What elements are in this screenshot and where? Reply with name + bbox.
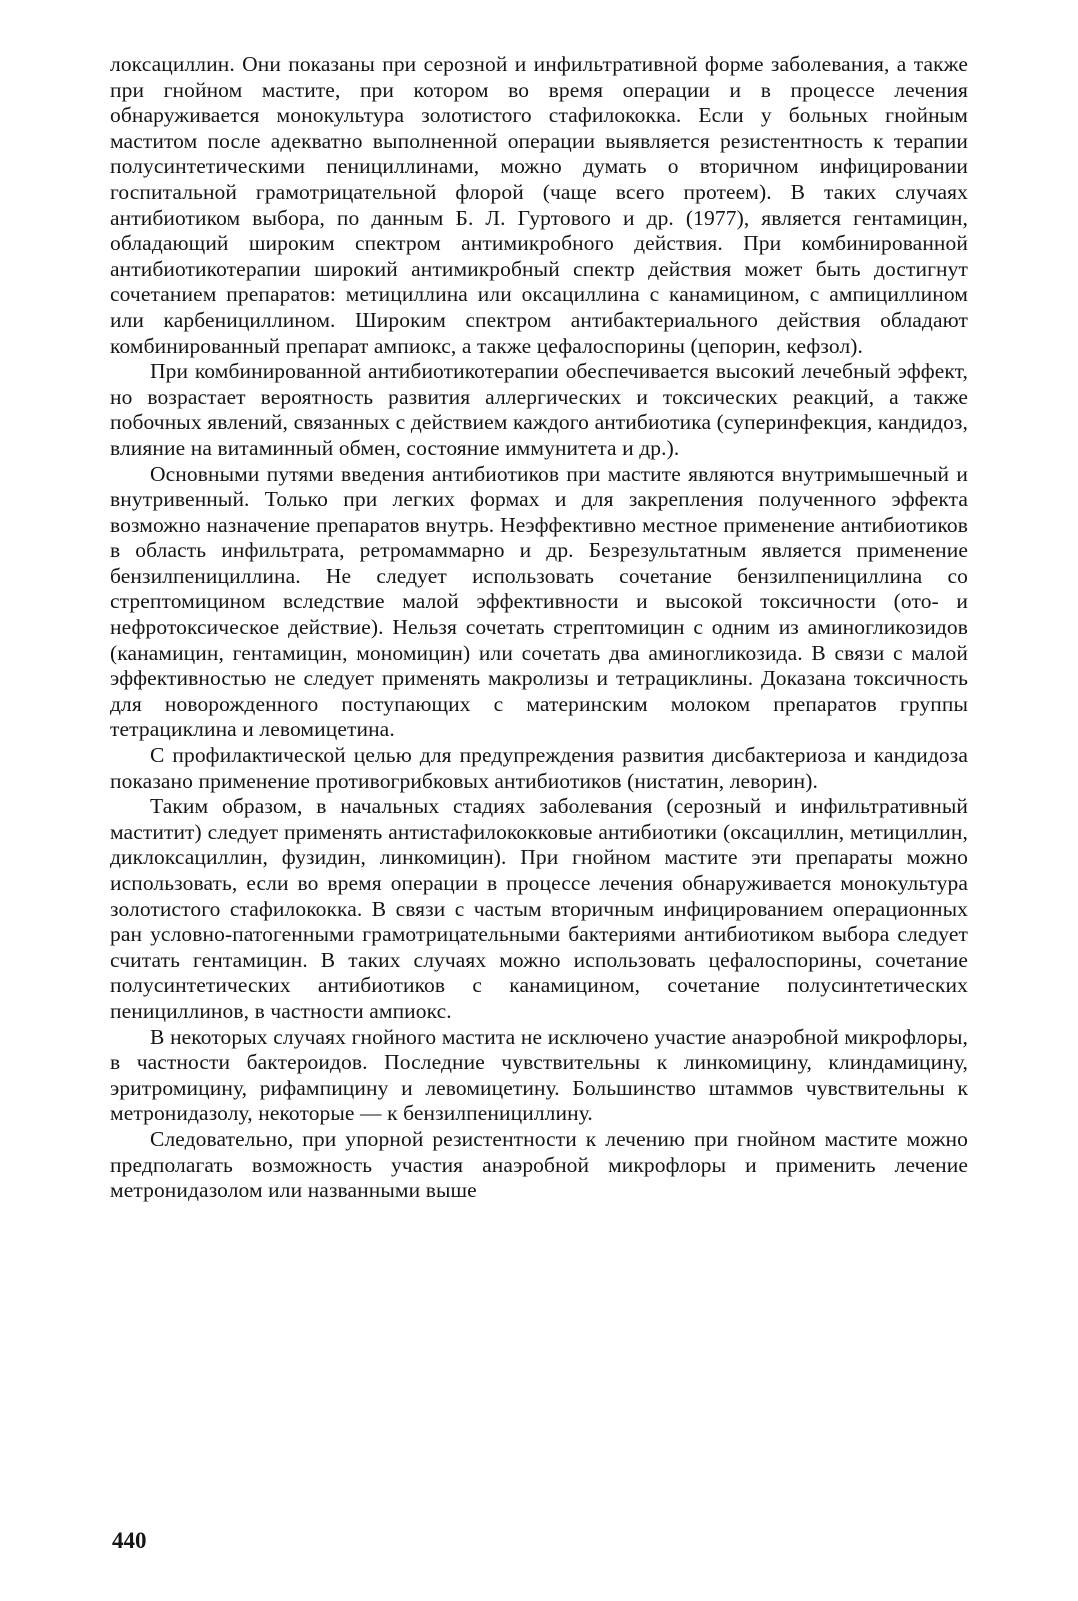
- paragraph-7: Следовательно, при упорной резистентности к лечению при гнойном мастите можно предполагать возможность участия анаэробной микрофлоры и применить лечение метронидазолом или названными выше: [110, 1126, 968, 1203]
- paragraph-1: локсациллин. Они показаны при серозной и инфильтративной форме заболевания, а также при гнойном мастите, при котором во время операции и в процессе лечения обнаруживается монокультура золотистого стафилококка. Если у больных гнойным маститом после адекватно выполненной операции выявляется резистентность к терапии полусинтетическими пенициллинами, можно думать о вторичном инфицировании госпитальной грамотрицательной флорой (чаще всего протеем). В таких случаях антибиотиком выбора, по данным Б. Л. Гуртового и др. (1977), является гентамицин, обладающий широким спектром антимикробного действия. При комбинированной антибиотикотерапии широкий антимикробный спектр действия может быть достигнут сочетанием препаратов: метициллина или оксациллина с канамицином, с ампициллином или карбенициллином. Широким спектром антибактериального действия обладают комбинированный препарат ампиокс, а также цефалоспорины (цепорин, кефзол).: [110, 52, 968, 358]
- page-body: [110, 52, 968, 1204]
- paragraph-2: При комбинированной антибиотикотерапии обеспечивается высокий лечебный эффект, но возрастает вероятность развития аллергических и токсических реакций, а также побочных явлений, связанных с действием каждого антибиотика (суперинфекция, кандидоз, влияние на витаминный обмен, состояние иммунитета и др.).: [110, 359, 968, 460]
- paragraph-4: С профилактической целью для предупреждения развития дисбактериоза и кандидоза показано применение противогрибковых антибиотиков (нистатин, леворин).: [110, 743, 968, 793]
- paragraph-3: Основными путями введения антибиотиков при мастите являются внутримышечный и внутривенный. Только при легких формах и для закрепления полученного эффекта возможно назначение препаратов внутрь. Неэффективно местное применение антибиотиков в область инфильтрата, ретромаммарно и др. Безрезультатным является применение бензилпенициллина. Не следует использовать сочетание бензилпенициллина со стрептомицином вследствие малой эффективности и высокой токсичности (ото- и нефротоксическое действие). Нельзя сочетать стрептомицин с одним из аминогликозидов (канамицин, гентамицин, мономицин) или сочетать два аминогликозида. В связи с малой эффективностью не следует применять макролизы и тетрациклины. Доказана токсичность для новорожденного поступающих с материнским молоком препаратов группы тетрациклина и левомицетина.: [110, 461, 968, 742]
- paragraph-5: Таким образом, в начальных стадиях заболевания (серозный и инфильтративный маститит) следует применять антистафилококковые антибиотики (оксациллин, метициллин, диклоксациллин, фузидин, линкомицин). При гнойном мастите эти препараты можно использовать, если во время операции в процессе лечения обнаруживается монокультура золотистого стафилококка. В связи с частым вторичным инфицированием операционных ран условно-патогенными грамотрицательными бактериями антибиотиком выбора следует считать гентамицин. В таких случаях можно использовать цефалоспорины, сочетание полусинтетических антибиотиков с канамицином, сочетание полусинтетических пенициллинов, в частности ампиокс.: [110, 794, 968, 1023]
- page-number: 440: [112, 1528, 147, 1553]
- paragraph-6: В некоторых случаях гнойного мастита не исключено участие анаэробной микрофлоры, в частности бактероидов. Последние чувствительны к линкомицину, клиндамицину, эритромицину, рифампицину и левомицетину. Большинство штаммов чувствительны к метронидазолу, некоторые — к бензилпенициллину.: [110, 1024, 968, 1126]
